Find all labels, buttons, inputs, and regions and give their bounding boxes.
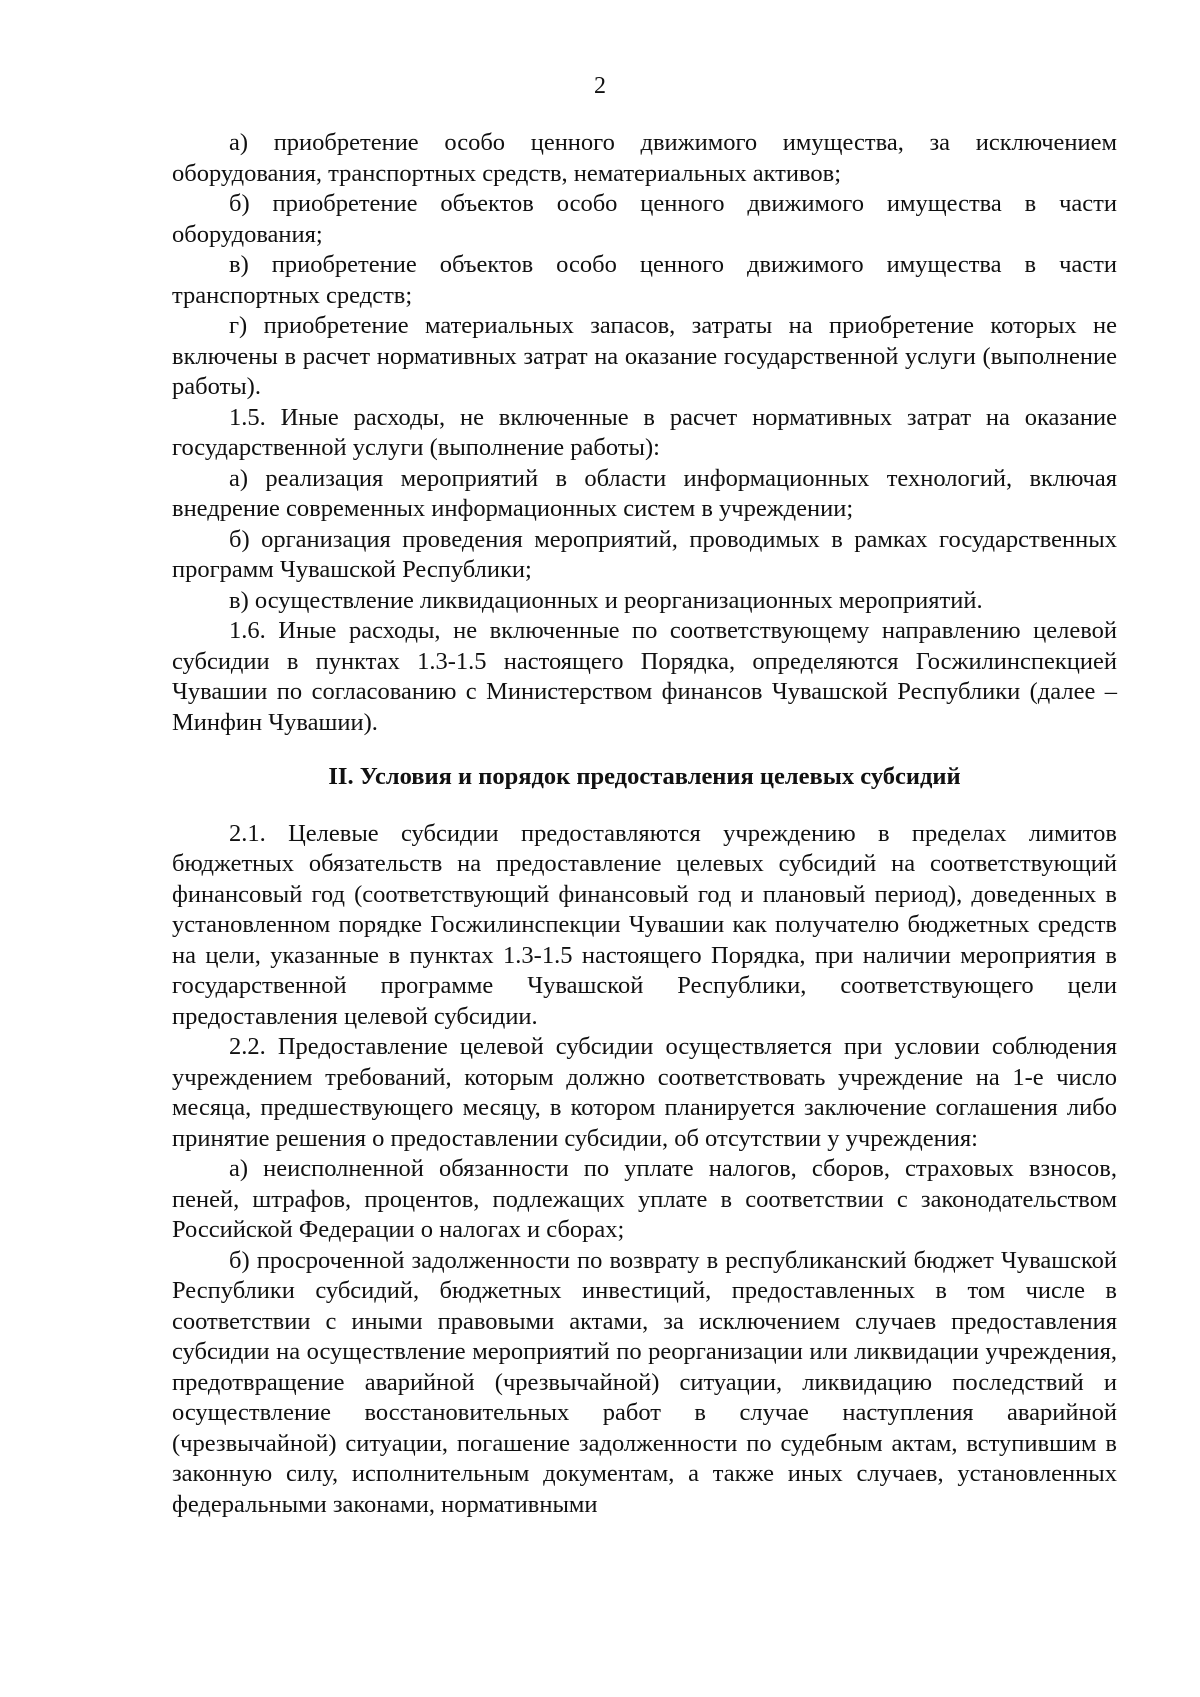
- paragraph-1-4-v: в) приобретение объектов особо ценного движимого имущества в части транспортных средств;: [172, 251, 1117, 309]
- paragraph-1-5-v: в) осуществление ликвидационных и реорганизационных мероприятий.: [229, 586, 983, 614]
- paragraph-2-2-b: б) просроченной задолженности по возврату в республиканский бюджет Чувашской Республики субсидий, бюджетных инвестиций, предоставленных в том числе в соответствии с иными правовыми актами, за исключением случаев предоставления субсидии на осуществление мероприятий по реорганизации или ликвидации учреждения, предотвращение аварийной (чрезвычайной) ситуации, ликвидацию последствий и осуществление восстановительных работ в случае наступления аварийной (чрезвычайной) ситуации, погашение задолженности по судебным актам, вступившим в законную силу, исполнительным документам, а также иных случаев, установленных федеральными законами, нормативными: [172, 1246, 1117, 1518]
- paragraph-1-5-b: б) организация проведения мероприятий, проводимых в рамках государственных программ Чувашской Республики;: [172, 525, 1117, 583]
- page-number: 2: [594, 73, 606, 99]
- paragraph-2-2: 2.2. Предоставление целевой субсидии осуществляется при условии соблюдения учреждением требований, которым должно соответствовать учреждение на 1-е число месяца, предшествующего месяцу, в котором планируется заключение соглашения либо принятие решения о предоставлении субсидии, об отсутствии у учреждения:: [172, 1033, 1117, 1152]
- document-body: [172, 128, 1117, 1520]
- paragraph-1-4-g: г) приобретение материальных запасов, затраты на приобретение которых не включены в расчет нормативных затрат на оказание государственной услуги (выполнение работы).: [172, 312, 1117, 400]
- paragraph-1-4-a: а) приобретение особо ценного движимого имущества, за исключением оборудования, транспортных средств, нематериальных активов;: [172, 129, 1117, 187]
- paragraph-1-5-a: а) реализация мероприятий в области информационных технологий, включая внедрение современных информационных систем в учреждении;: [172, 464, 1117, 522]
- paragraph-1-5: 1.5. Иные расходы, не включенные в расчет нормативных затрат на оказание государственной услуги (выполнение работы):: [172, 403, 1117, 461]
- paragraph-1-6: 1.6. Иные расходы, не включенные по соответствующему направлению целевой субсидии в пунктах 1.3-1.5 настоящего Порядка, определяются Госжилинспекцией Чувашии по согласованию с Министерством финансов Чувашской Республики (далее – Минфин Чувашии).: [172, 617, 1117, 736]
- paragraph-1-4-b: б) приобретение объектов особо ценного движимого имущества в части оборудования;: [172, 190, 1117, 248]
- paragraph-2-1: 2.1. Целевые субсидии предоставляются учреждению в пределах лимитов бюджетных обязательств на предоставление целевых субсидий на соответствующий финансовый год (соответствующий финансовый год и плановый период), доведенных в установленном порядке Госжилинспекции Чувашии как получателю бюджетных средств на цели, указанные в пунктах 1.3-1.5 настоящего Порядка, при наличии мероприятия в государственной программе Чувашской Республики, соответствующего цели предоставления целевой субсидии.: [172, 819, 1117, 1030]
- section-2-heading: II. Условия и порядок предоставления целевых субсидий: [328, 763, 961, 790]
- paragraph-2-2-a: а) неисполненной обязанности по уплате налогов, сборов, страховых взносов, пеней, штрафов, процентов, подлежащих уплате в соответствии с законодательством Российской Федерации о налогах и сборах;: [172, 1155, 1117, 1243]
